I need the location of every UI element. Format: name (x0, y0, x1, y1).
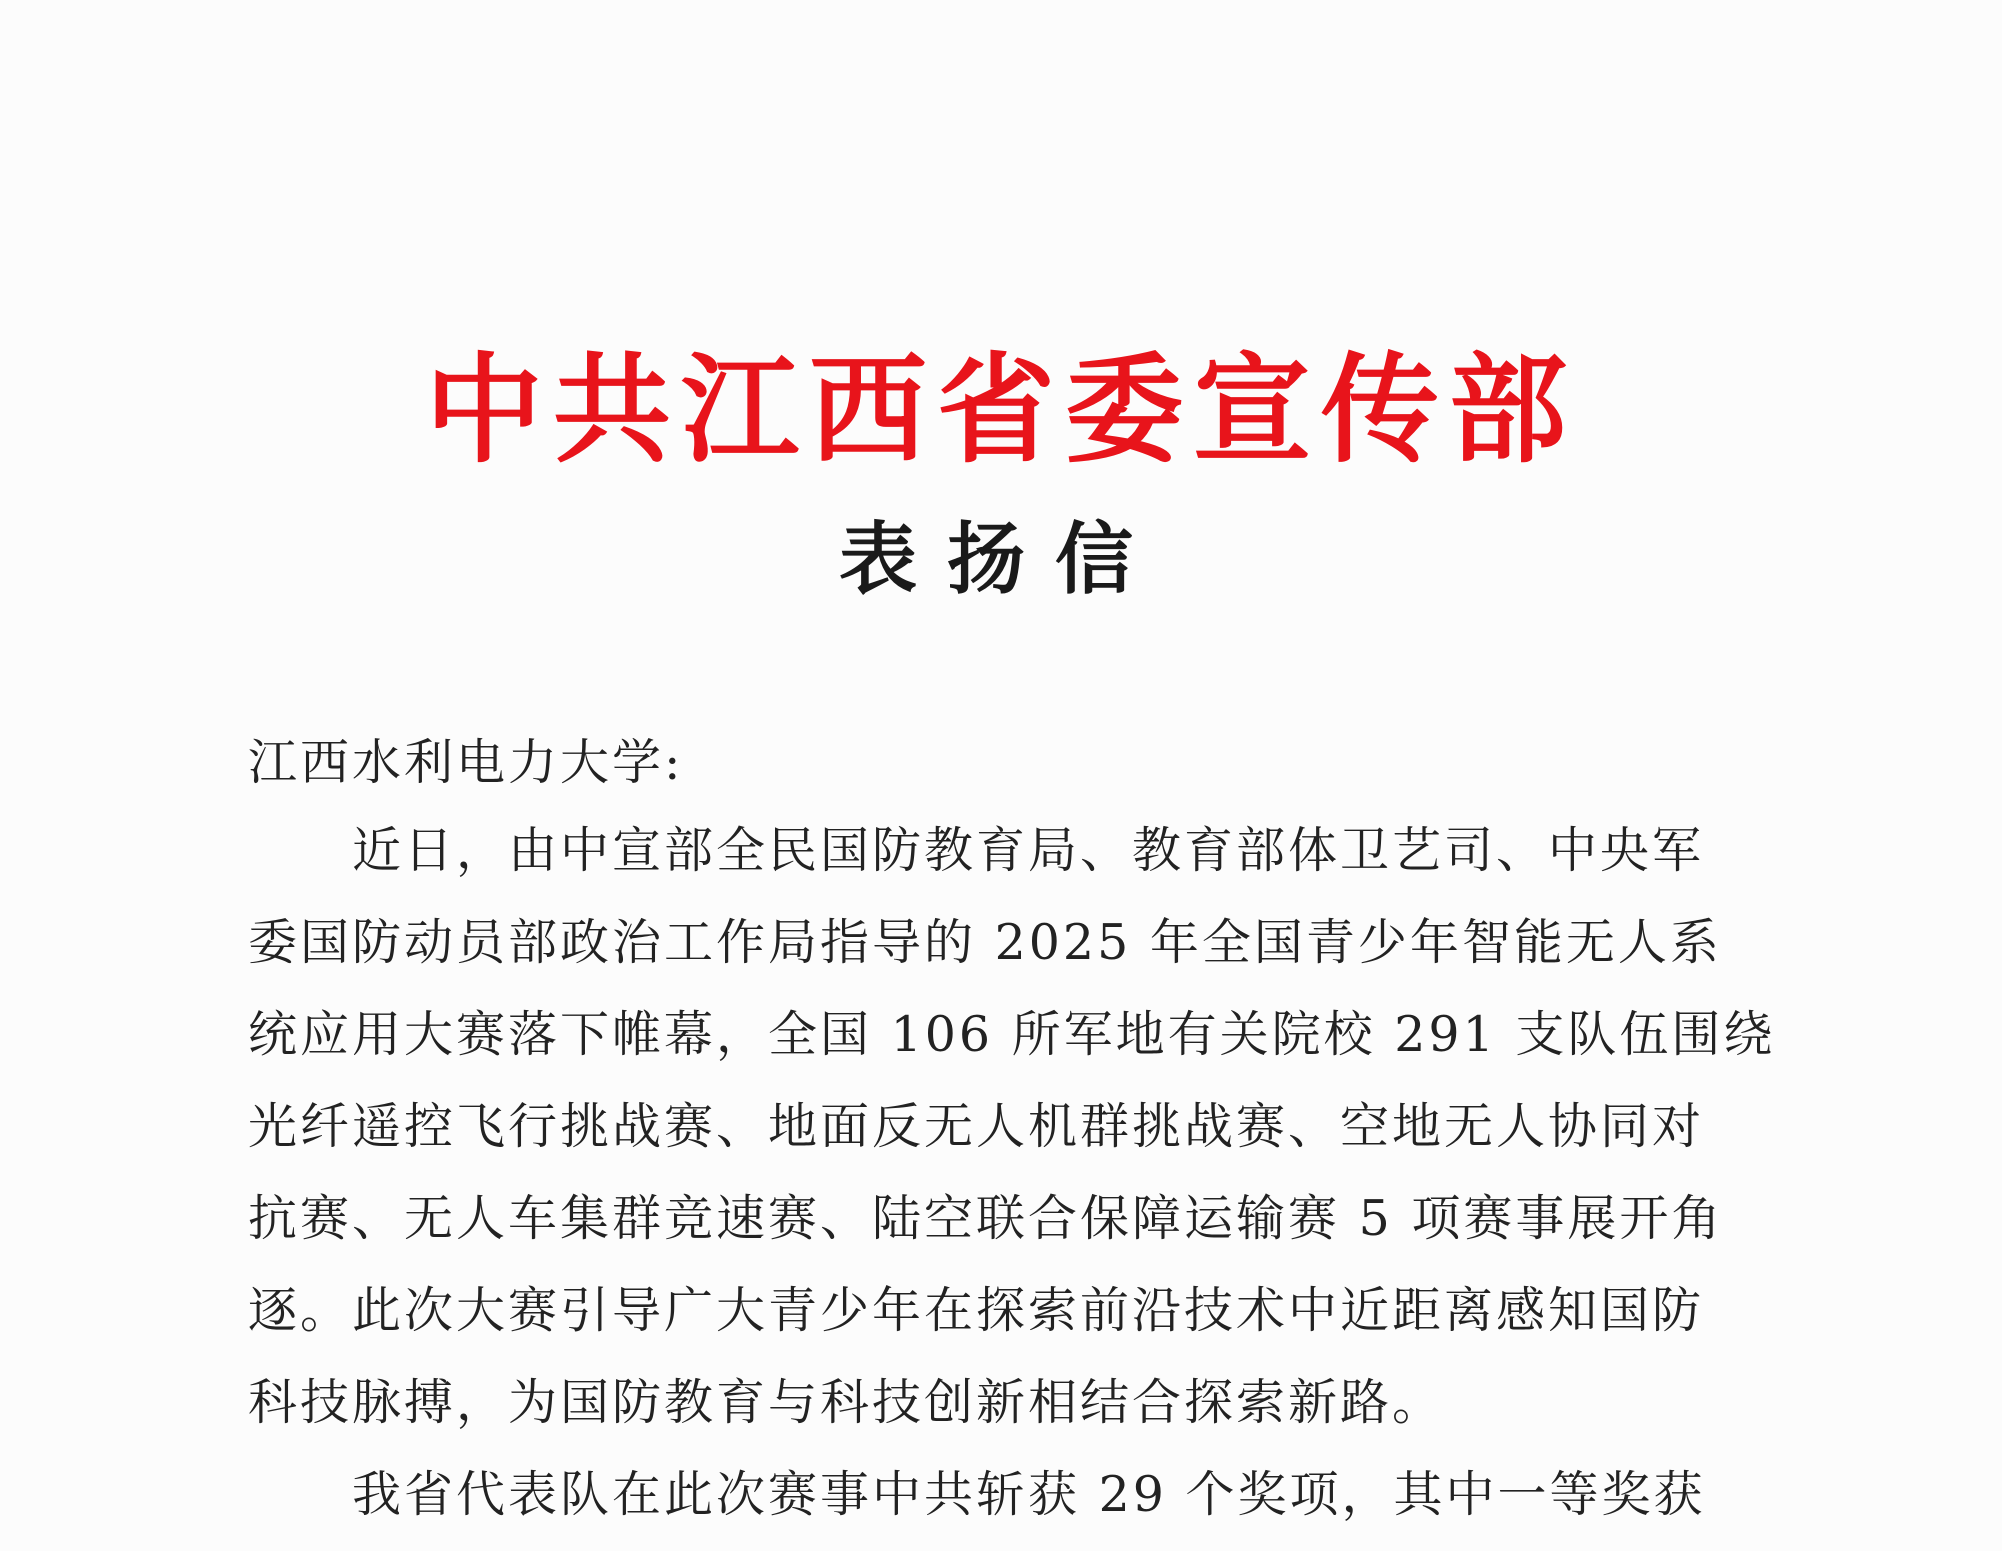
issuer-title: 中共江西省委宣传部 (424, 341, 1577, 479)
paragraph-line: 科技脉搏，为国防教育与科技创新相结合探索新路。 (248, 1374, 1445, 1431)
paragraph-line: 统应用大赛落下帷幕，全国 106 所军地有关院校 291 支队伍围绕 (248, 1006, 1776, 1063)
document-type-title: 表扬信 (838, 515, 1163, 605)
paragraph-2 (248, 1449, 1768, 1541)
paragraph-line: 近日，由中宣部全民国防教育局、教育部体卫艺司、中央军 (248, 822, 1705, 879)
paragraph-line: 逐。此次大赛引导广大青少年在探索前沿技术中近距离感知国防 (248, 1282, 1705, 1339)
paragraph-line: 抗赛、无人车集群竞速赛、陆空联合保障运输赛 5 项赛事展开角 (248, 1190, 1724, 1247)
paragraph-1 (248, 805, 1776, 1449)
paragraph-line: 委国防动员部政治工作局指导的 2025 年全国青少年智能无人系 (248, 914, 1722, 971)
letter-body (248, 720, 1776, 1541)
paragraph-line: 我省代表队在此次赛事中共斩获 29 个奖项，其中一等奖获 (248, 1466, 1706, 1523)
paragraph-line: 光纤遥控飞行挑战赛、地面反无人机群挑战赛、空地无人协同对 (248, 1098, 1705, 1155)
salutation: 江西水利电力大学: (248, 734, 684, 791)
